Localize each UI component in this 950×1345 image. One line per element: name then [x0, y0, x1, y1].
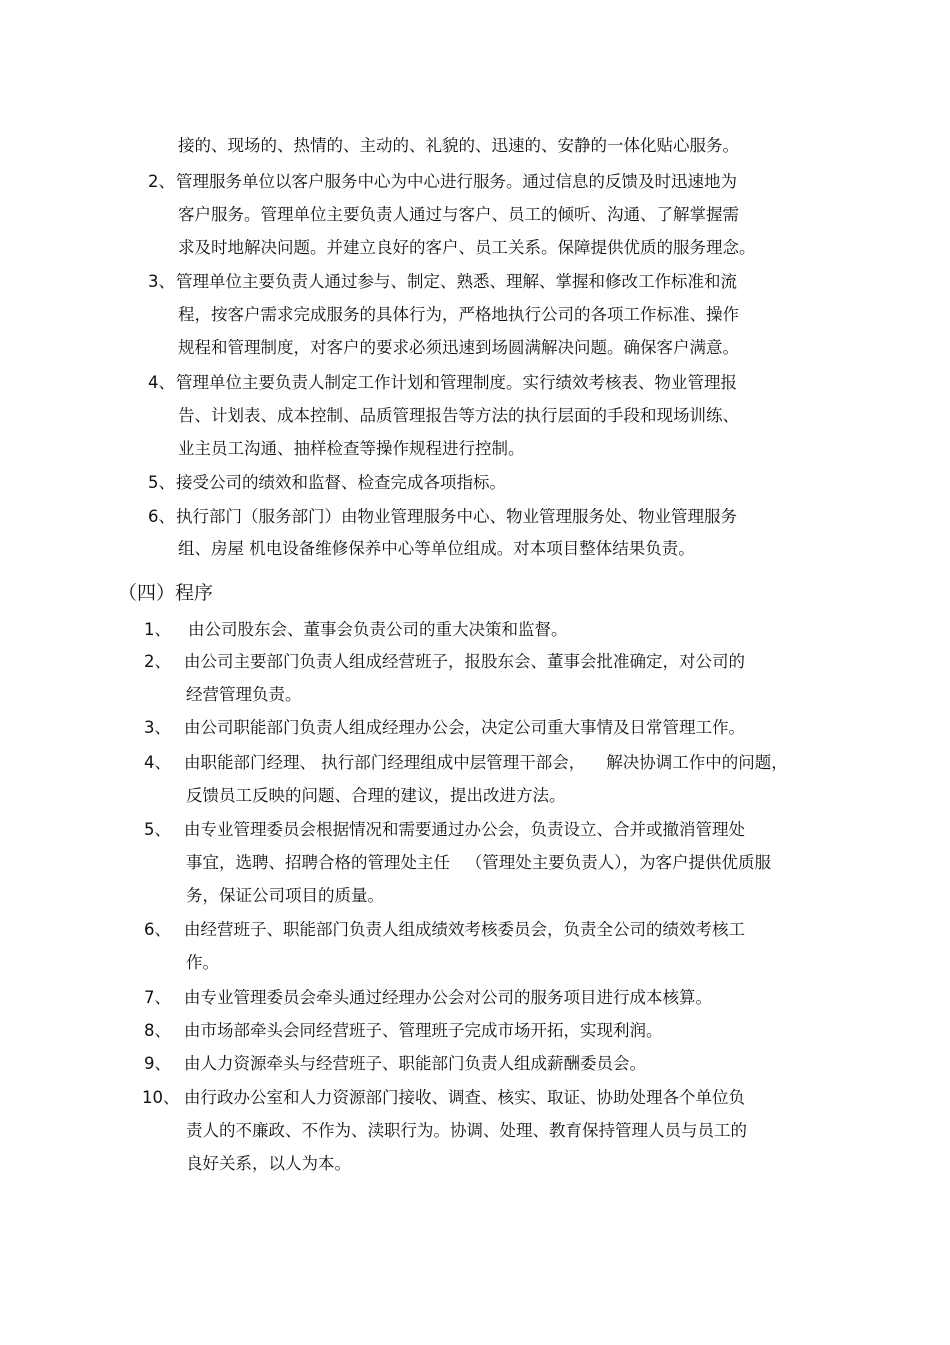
item-number: 4、: [144, 753, 171, 772]
item-text-line: 接受公司的绩效和监督、检查完成各项指标。: [176, 473, 506, 492]
item-text-line: 程，按客户需求完成服务的具体行为，严格地执行公司的各项工作标准、操作: [178, 305, 739, 324]
item-text-line: 由公司股东会、董事会负责公司的重大决策和监督。: [188, 620, 568, 639]
item-number: 4、: [148, 373, 175, 392]
item-text-line: 良好关系，以人为本。: [186, 1154, 351, 1173]
item-text-line: 业主员工沟通、抽样检查等操作规程进行控制。: [178, 439, 525, 458]
item-text-line: 管理单位主要负责人制定工作计划和管理制度。实行绩效考核表、物业管理报: [176, 373, 737, 392]
item-text-line: 管理单位主要负责人通过参与、制定、熟悉、理解、掌握和修改工作标准和流: [176, 272, 737, 291]
item-text-line: 由专业管理委员会牵头通过经理办公会对公司的服务项目进行成本核算。: [184, 988, 712, 1007]
item-text-line: 由职能部门经理、 执行部门经理组成中层管理干部会， 解决协调工作中的问题，: [184, 753, 788, 772]
item-text-line: 告、计划表、成本控制、品质管理报告等方法的执行层面的手段和现场训练、: [178, 406, 739, 425]
item-text-line: 由行政办公室和人力资源部门接收、调查、核实、取证、协助处理各个单位负: [184, 1088, 745, 1107]
item-text-line: 组、房屋 机电设备维修保养中心等单位组成。对本项目整体结果负责。: [178, 539, 695, 558]
section-heading: （四）程序: [118, 582, 214, 604]
item-number: 8、: [144, 1021, 171, 1040]
item-text-line: 由市场部牵头会同经营班子、管理班子完成市场开拓，实现利润。: [184, 1021, 663, 1040]
item-number: 9、: [144, 1054, 171, 1073]
item-number: 5、: [144, 820, 171, 839]
item-number: 6、: [144, 920, 171, 939]
item-number: 2、: [144, 652, 171, 671]
item-text-line: 作。: [186, 953, 219, 972]
item-number: 3、: [148, 272, 175, 291]
item-text-line: 客户服务。管理单位主要负责人通过与客户、员工的倾听、沟通、了解掌握需: [178, 205, 739, 224]
item-text-line: 由公司职能部门负责人组成经理办公会，决定公司重大事情及日常管理工作。: [184, 718, 745, 737]
item-text-line: 由人力资源牵头与经营班子、职能部门负责人组成薪酬委员会。: [184, 1054, 646, 1073]
item-text-line: 责人的不廉政、不作为、渎职行为。协调、处理、教育保持管理人员与员工的: [186, 1121, 747, 1140]
item-text-line: 执行部门（服务部门）由物业管理服务中心、物业管理服务处、物业管理服务: [176, 507, 737, 526]
item-number: 6、: [148, 507, 175, 526]
item-text-line: 事宜，选聘、招聘合格的管理处主任 （管理处主要负责人），为客户提供优质服: [186, 853, 771, 872]
item-text-line: 反馈员工反映的问题、合理的建议，提出改进方法。: [186, 786, 566, 805]
item-number: 10、: [142, 1088, 180, 1107]
item-number: 1、: [144, 620, 171, 639]
item-text-line: 务，保证公司项目的质量。: [186, 886, 384, 905]
item-text-line: 管理服务单位以客户服务中心为中心进行服务。通过信息的反馈及时迅速地为: [176, 172, 737, 191]
item-number: 3、: [144, 718, 171, 737]
item-number: 2、: [148, 172, 175, 191]
item-number: 5、: [148, 473, 175, 492]
item-text-line: 规程和管理制度，对客户的要求必须迅速到场圆满解决问题。确保客户满意。: [178, 338, 739, 357]
item-text-line: 由公司主要部门负责人组成经营班子，报股东会、董事会批准确定，对公司的: [184, 652, 745, 671]
continuation-line: 接的、现场的、热情的、主动的、礼貌的、迅速的、安静的一体化贴心服务。: [178, 136, 739, 155]
item-text-line: 求及时地解决问题。并建立良好的客户、员工关系。保障提供优质的服务理念。: [178, 238, 756, 257]
item-text-line: 由经营班子、职能部门负责人组成绩效考核委员会，负责全公司的绩效考核工: [184, 920, 745, 939]
item-number: 7、: [144, 988, 171, 1007]
item-text-line: 经营管理负责。: [186, 685, 302, 704]
item-text-line: 由专业管理委员会根据情况和需要通过办公会，负责设立、合并或撤消管理处: [184, 820, 745, 839]
